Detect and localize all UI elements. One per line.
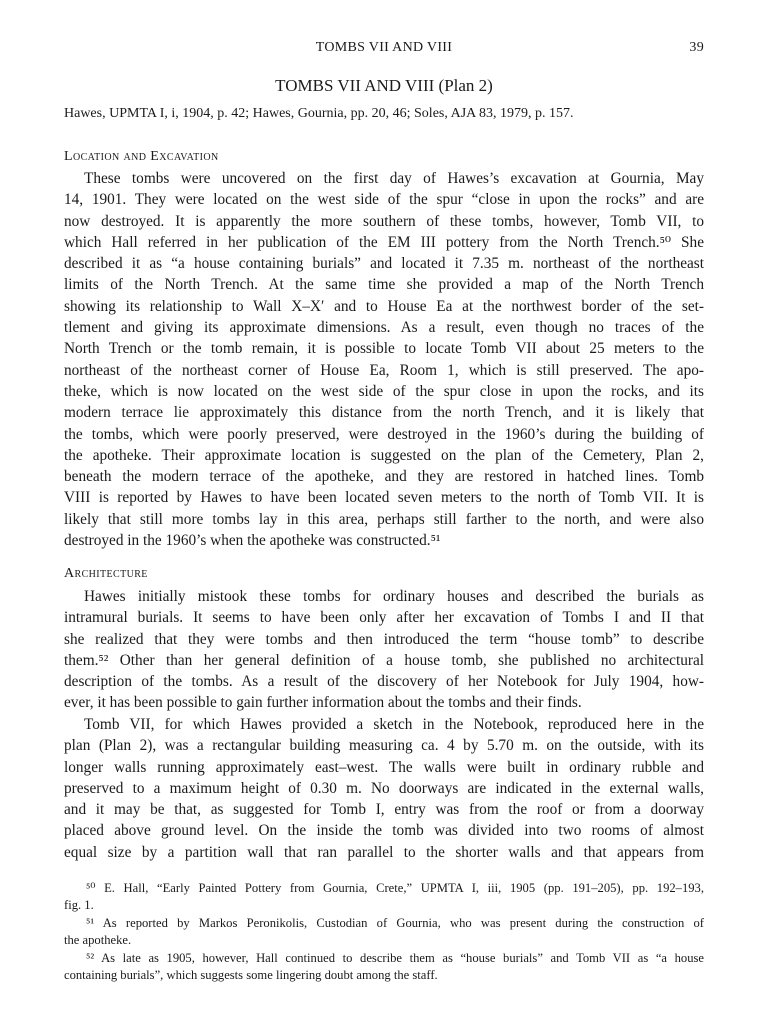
text-line: modern terrace lie approximately this distance from the north Trench, and it is likely that [64, 404, 704, 422]
paragraph-location [64, 168, 704, 551]
paragraph-architecture-2 [64, 714, 704, 863]
text-line: ever, it has been possible to gain further information about the tombs and their finds. [64, 694, 582, 712]
text-line: Hawes initially mistook these tombs for ordinary houses and described the burials as [84, 588, 704, 605]
text-line: plan (Plan 2), was a rectangular building measuring ca. 4 by 5.70 m. on the outside, with its [64, 737, 704, 755]
footnote-52 [64, 950, 704, 985]
text-line: she realized that they were tombs and then introduced the term “house tomb” to describe [64, 630, 704, 648]
text-line: 14, 1901. They were located on the west side of the spur “close in upon the rocks” and are [64, 191, 704, 209]
text-line: now destroyed. It is apparently the more southern of these tombs, however, Tomb VII, to [64, 212, 704, 230]
text-line: northeast of the northeast corner of House Ea, Room 1, which is still preserved. The apo- [64, 361, 704, 379]
text-line: beneath the modern terrace of the apotheke, and they are restored in hatched lines. Tomb [64, 468, 704, 486]
text-line: which Hall referred in her publication of the EM III pottery from the North Trench.⁵⁰ She [64, 233, 704, 251]
page-number: 39 [689, 40, 704, 55]
footnotes [64, 880, 704, 984]
text-line: preserved to a maximum height of 0.30 m. No doorways are indicated in the external walls, [64, 779, 704, 797]
footnote-line: ⁵⁰ E. Hall, “Early Painted Pottery from Gournia, Crete,” UPMTA I, iii, 1905 (pp. 191–205), pp. 192–193, [86, 881, 704, 895]
text-line: placed above ground level. On the inside the tomb was divided into two rooms of almost [64, 822, 704, 840]
document-page [64, 0, 704, 1024]
text-line: showing its relationship to Wall X–X′ and to House Ea at the northwest border of the set- [64, 297, 704, 315]
paragraph-architecture-1 [64, 586, 704, 714]
text-line: North Trench or the tomb remain, it is possible to locate Tomb VII about 25 meters to the [64, 340, 704, 358]
footnote-line: fig. 1. [64, 898, 94, 913]
text-line: the tombs, which were poorly preserved, were destroyed in the 1960’s during the building of [64, 425, 704, 443]
text-line: and it may be that, as suggested for Tomb I, entry was from the roof or from a doorway [64, 801, 704, 819]
footnote-51 [64, 915, 704, 950]
footnote-line: ⁵² As late as 1905, however, Hall continued to describe them as “house burials” and Tomb VII as “a house [86, 950, 704, 965]
footnote-50 [64, 880, 704, 915]
section-title: TOMBS VII AND VIII (Plan 2) [275, 76, 493, 95]
text-line: limits of the North Trench. At the same time she provided a map of the North Trench [64, 276, 704, 294]
text-line: intramural burials. It seems to have been only after her excavation of Tombs I and II that [64, 609, 704, 627]
text-line: longer walls running approximately east–west. The walls were built in ordinary rubble and [64, 758, 704, 776]
text-line: destroyed in the 1960’s when the apotheke was constructed.⁵¹ [64, 532, 441, 550]
text-line: likely that still more tombs lay in this area, perhaps still farther to the north, and were also [64, 510, 704, 528]
running-head-title: TOMBS VII AND VIII [315, 40, 453, 55]
text-line: VIII is reported by Hawes to have been located seven meters to the north of Tomb VII. It is [64, 489, 704, 507]
text-line: Tomb VII, for which Hawes provided a sketch in the Notebook, reproduced here in the [84, 716, 704, 733]
text-line: the apotheke. Their approximate location is suggested on the plan of the Cemetery, Plan 2, [64, 446, 704, 464]
text-line: theke, which is now located on the west side of the spur close in upon the rocks, and its [64, 382, 704, 400]
heading-location-excavation: Location and Excavation [64, 149, 219, 164]
heading-architecture: Architecture [64, 566, 148, 581]
text-line: described it as “a house containing burials” and located it 7.35 m. northeast of the northeast [64, 255, 704, 273]
text-line: tlement and giving its approximate dimensions. As a result, even though no traces of the [64, 319, 704, 337]
text-line: description of the tombs. As a result of the discovery of her Notebook for July 1904, how- [64, 673, 704, 691]
text-line: them.⁵² Other than her general definition of a house tomb, she published no architectural [64, 651, 704, 669]
footnote-line: the apotheke. [64, 933, 132, 948]
bibliographic-references: Hawes, UPMTA I, i, 1904, p. 42; Hawes, Gournia, pp. 20, 46; Soles, AJA 83, 1979, p. 157. [64, 106, 574, 121]
footnote-line: containing burials”, which suggests some lingering doubt among the staff. [64, 967, 438, 982]
footnote-line: ⁵¹ As reported by Markos Peronikolis, Custodian of Gournia, who was present during the construction of [86, 915, 704, 930]
text-line: equal size by a partition wall that ran parallel to the shorter walls and that appears from [64, 843, 704, 861]
text-line: These tombs were uncovered on the first day of Hawes’s excavation at Gournia, May [84, 170, 704, 187]
